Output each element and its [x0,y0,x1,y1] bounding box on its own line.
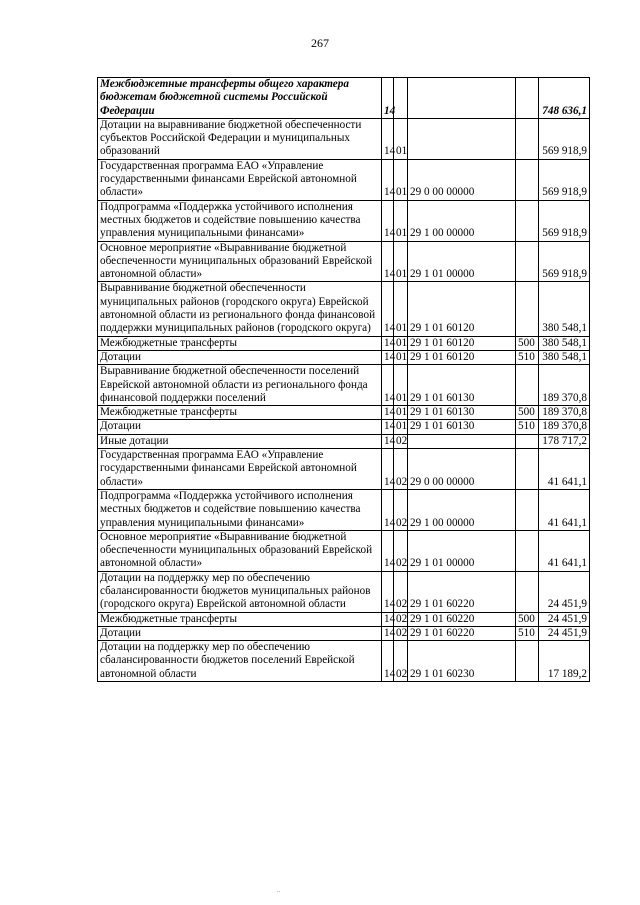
expense-type-cell: 500 [516,406,539,420]
scan-artifact-mark: .. [277,888,280,894]
subsection-code-cell: 02 [394,641,408,682]
row-name-cell: Дотации [98,420,382,434]
row-name-cell: Выравнивание бюджетной обеспеченности муниципальных районов (городского округа) Еврейской автономной области из регионального фонда финансовой поддержки муниципальных районов (городского округа) [98,282,382,336]
target-article-cell: 29 1 01 60220 [408,626,516,640]
subsection-code-cell [394,78,408,119]
section-code-cell: 14 [382,78,394,119]
section-code-cell: 14 [382,241,394,282]
amount-cell: 569 918,9 [539,200,590,241]
subsection-code-cell: 01 [394,282,408,336]
row-name-cell: Подпрограмма «Поддержка устойчивого исполнения местных бюджетов и содействие повышению качества управления муниципальными финансами» [98,200,382,241]
table-row [98,336,590,350]
target-article-cell: 29 1 01 00000 [408,241,516,282]
section-code-cell: 14 [382,406,394,420]
row-name-cell: Дотации на поддержку мер по обеспечению сбалансированности бюджетов муниципальных районов (городского округа) Еврейской автономной области [98,571,382,612]
section-code-cell: 14 [382,118,394,159]
table-row [98,200,590,241]
row-name-cell: Иные дотации [98,434,382,448]
table-row [98,282,590,336]
section-code-cell: 14 [382,612,394,626]
subsection-code-cell: 01 [394,365,408,406]
expense-type-cell: 500 [516,336,539,350]
row-name-cell: Межбюджетные трансферты [98,612,382,626]
subsection-code-cell: 01 [394,406,408,420]
target-article-cell: 29 1 01 60120 [408,336,516,350]
expense-type-cell [516,489,539,530]
amount-cell: 189 370,8 [539,420,590,434]
subsection-code-cell: 01 [394,350,408,364]
section-code-cell: 14 [382,159,394,200]
target-article-cell: 29 1 01 60120 [408,282,516,336]
target-article-cell: 29 1 01 60230 [408,641,516,682]
table-row [98,571,590,612]
amount-cell: 380 548,1 [539,336,590,350]
expense-type-cell [516,282,539,336]
target-article-cell: 29 1 01 60120 [408,350,516,364]
section-code-cell: 14 [382,641,394,682]
amount-cell: 189 370,8 [539,406,590,420]
table-row [98,641,590,682]
amount-cell: 380 548,1 [539,350,590,364]
target-article-cell: 29 1 00 00000 [408,200,516,241]
target-article-cell: 29 1 00 00000 [408,489,516,530]
expense-type-cell [516,434,539,448]
amount-cell: 41 641,1 [539,489,590,530]
subsection-code-cell: 02 [394,489,408,530]
target-article-cell [408,78,516,119]
expense-type-cell: 510 [516,420,539,434]
table-row [98,434,590,448]
amount-cell: 189 370,8 [539,365,590,406]
amount-cell: 178 717,2 [539,434,590,448]
table-row [98,406,590,420]
section-code-cell: 14 [382,365,394,406]
table-row [98,489,590,530]
section-code-cell: 14 [382,626,394,640]
subsection-code-cell: 02 [394,434,408,448]
target-article-cell: 29 0 00 00000 [408,159,516,200]
row-name-cell: Государственная программа ЕАО «Управление государственными финансами Еврейской автономной области» [98,449,382,490]
row-name-cell: Дотации на выравнивание бюджетной обеспеченности субъектов Российской Федерации и муниципальных образований [98,118,382,159]
target-article-cell: 29 1 01 60220 [408,612,516,626]
section-code-cell: 14 [382,434,394,448]
target-article-cell: 29 1 01 60220 [408,571,516,612]
target-article-cell: 29 0 00 00000 [408,449,516,490]
table-row [98,365,590,406]
table-row [98,420,590,434]
subsection-code-cell: 01 [394,118,408,159]
expense-type-cell: 500 [516,612,539,626]
expense-type-cell [516,571,539,612]
subsection-code-cell: 02 [394,530,408,571]
table-row [98,241,590,282]
section-code-cell: 14 [382,350,394,364]
row-name-cell: Межбюджетные трансферты общего характера бюджетам бюджетной системы Российской Федерации [98,78,382,119]
subsection-code-cell: 02 [394,626,408,640]
section-code-cell: 14 [382,449,394,490]
amount-cell: 24 451,9 [539,571,590,612]
expense-type-cell [516,159,539,200]
expense-type-cell: 510 [516,350,539,364]
row-name-cell: Основное мероприятие «Выравнивание бюджетной обеспеченности муниципальных образований Еврейской автономной области» [98,530,382,571]
subsection-code-cell: 01 [394,336,408,350]
target-article-cell: 29 1 01 60130 [408,406,516,420]
section-code-cell: 14 [382,571,394,612]
target-article-cell [408,118,516,159]
table-row [98,530,590,571]
amount-cell: 569 918,9 [539,159,590,200]
row-name-cell: Дотации [98,350,382,364]
table-row [98,159,590,200]
table-row [98,350,590,364]
table-row [98,118,590,159]
section-code-cell: 14 [382,282,394,336]
amount-cell: 24 451,9 [539,612,590,626]
amount-cell: 569 918,9 [539,118,590,159]
expense-type-cell [516,118,539,159]
section-code-cell: 14 [382,530,394,571]
section-code-cell: 14 [382,420,394,434]
row-name-cell: Подпрограмма «Поддержка устойчивого исполнения местных бюджетов и содействие повышению качества управления муниципальными финансами» [98,489,382,530]
section-code-cell: 14 [382,336,394,350]
section-code-cell: 14 [382,489,394,530]
expense-type-cell: 510 [516,626,539,640]
expense-type-cell [516,449,539,490]
row-name-cell: Выравнивание бюджетной обеспеченности поселений Еврейской автономной области из регионального фонда финансовой поддержки поселений [98,365,382,406]
subsection-code-cell: 01 [394,200,408,241]
target-article-cell: 29 1 01 60130 [408,365,516,406]
expense-type-cell [516,200,539,241]
target-article-cell: 29 1 01 00000 [408,530,516,571]
expense-type-cell [516,78,539,119]
amount-cell: 748 636,1 [539,78,590,119]
table-row [98,612,590,626]
subsection-code-cell: 01 [394,241,408,282]
expense-type-cell [516,365,539,406]
subsection-code-cell: 02 [394,571,408,612]
amount-cell: 17 189,2 [539,641,590,682]
amount-cell: 41 641,1 [539,530,590,571]
target-article-cell [408,434,516,448]
target-article-cell: 29 1 01 60130 [408,420,516,434]
row-name-cell: Государственная программа ЕАО «Управление государственными финансами Еврейской автономной области» [98,159,382,200]
row-name-cell: Межбюджетные трансферты [98,406,382,420]
table-row [98,78,590,119]
row-name-cell: Основное мероприятие «Выравнивание бюджетной обеспеченности муниципальных образований Еврейской автономной области» [98,241,382,282]
table-row [98,626,590,640]
row-name-cell: Дотации [98,626,382,640]
budget-table-body [98,78,590,682]
row-name-cell: Межбюджетные трансферты [98,336,382,350]
section-code-cell: 14 [382,200,394,241]
amount-cell: 41 641,1 [539,449,590,490]
budget-table [97,77,590,682]
amount-cell: 24 451,9 [539,626,590,640]
expense-type-cell [516,530,539,571]
amount-cell: 380 548,1 [539,282,590,336]
page-number: 267 [311,36,329,50]
expense-type-cell [516,241,539,282]
expense-type-cell [516,641,539,682]
subsection-code-cell: 01 [394,420,408,434]
subsection-code-cell: 02 [394,449,408,490]
table-row [98,449,590,490]
row-name-cell: Дотации на поддержку мер по обеспечению сбалансированности бюджетов поселений Еврейской автономной области [98,641,382,682]
amount-cell: 569 918,9 [539,241,590,282]
subsection-code-cell: 02 [394,612,408,626]
subsection-code-cell: 01 [394,159,408,200]
